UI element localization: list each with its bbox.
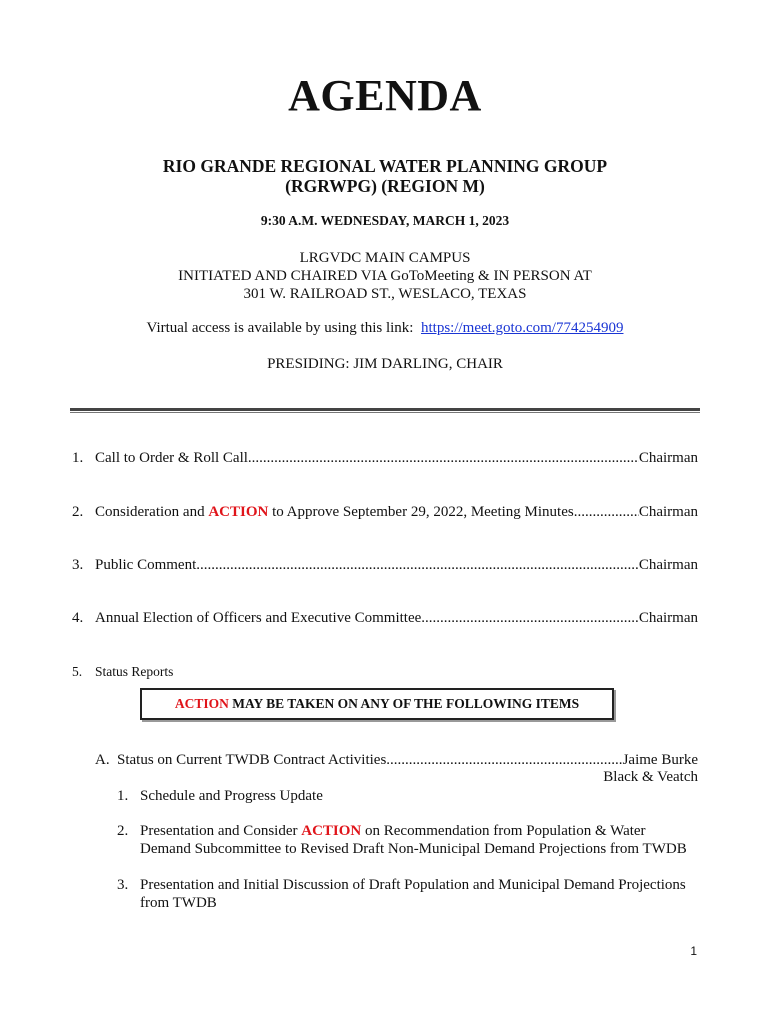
agenda-item-5 [72, 664, 173, 680]
divider-rule-thin [70, 412, 700, 413]
agenda-item-4 [72, 610, 698, 627]
leader-dots [196, 557, 639, 574]
item-number: 2. [72, 504, 84, 520]
status-reports-label: Status Reports [95, 664, 174, 679]
sub-item-presenter: Jaime Burke [622, 752, 698, 768]
organization-name [0, 156, 770, 196]
org-line-2: (RGRWPG) (REGION M) [285, 176, 485, 196]
sub-sub-item-2 [117, 822, 697, 858]
sub-sub-text-cont: on Recommendation from Population & Water [361, 823, 646, 839]
item-number: 1. [72, 450, 84, 466]
leader-dots [574, 504, 639, 521]
item-number: 4. [72, 610, 84, 626]
sub-sub-text: Presentation and Initial Discussion of Draft Population and Municipal Demand Projections [140, 877, 686, 893]
page-number: 1 [690, 944, 697, 958]
agenda-title: AGENDA [288, 71, 482, 120]
item-text: Consideration and [95, 504, 209, 520]
action-label: ACTION [301, 823, 362, 839]
leader-dots [248, 450, 639, 467]
divider-rule [70, 408, 700, 411]
agenda-item-1 [72, 450, 698, 467]
sub-sub-text-line2: Demand Subcommittee to Revised Draft Non-Municipal Demand Projections from TWDB [140, 841, 687, 857]
agenda-item-3 [72, 557, 698, 574]
item-text: Public Comment [95, 557, 197, 573]
sub-sub-item-1 [117, 787, 697, 805]
meeting-location [0, 249, 770, 303]
presiding-officer: PRESIDING: JIM DARLING, CHAIR [267, 356, 503, 372]
sub-sub-number: 2. [117, 823, 129, 839]
sub-sub-item-3 [117, 876, 697, 912]
sub-item-text: Status on Current TWDB Contract Activities [117, 752, 387, 768]
org-line-1: RIO GRANDE REGIONAL WATER PLANNING GROUP [162, 156, 608, 176]
leader-dots [386, 752, 622, 769]
sub-sub-text: Schedule and Progress Update [140, 788, 323, 804]
location-line-3: 301 W. RAILROAD ST., WESLACO, TEXAS [243, 286, 527, 302]
item-text: Call to Order & Roll Call [95, 450, 248, 466]
action-notice-text: MAY BE TAKEN ON ANY OF THE FOLLOWING ITEMS [228, 696, 580, 711]
item-presenter: Chairman [638, 504, 698, 520]
item-text: Annual Election of Officers and Executive Committee [95, 610, 422, 626]
sub-item-letter: A. [95, 752, 110, 768]
meeting-datetime: 9:30 A.M. WEDNESDAY, MARCH 1, 2023 [260, 213, 510, 228]
meeting-link[interactable]: https://meet.goto.com/774254909 [420, 320, 624, 336]
item-presenter: Chairman [638, 450, 698, 466]
sub-item-presenter-org: Black & Veatch [603, 769, 698, 785]
virtual-access [0, 320, 770, 337]
action-label: ACTION [208, 504, 269, 520]
item-number: 5. [72, 664, 83, 679]
sub-sub-number: 3. [117, 877, 129, 893]
action-label: ACTION [174, 696, 229, 711]
action-notice-box [140, 688, 614, 720]
sub-sub-text: Presentation and Consider [140, 823, 302, 839]
location-line-2: INITIATED AND CHAIRED VIA GoToMeeting & IN PERSON AT [178, 268, 592, 284]
sub-sub-number: 1. [117, 788, 129, 804]
item-number: 3. [72, 557, 84, 573]
virtual-access-text: Virtual access is available by using this link: [146, 320, 414, 336]
location-line-1: LRGVDC MAIN CAMPUS [299, 250, 471, 266]
item-presenter: Chairman [638, 557, 698, 573]
item-text-cont: to Approve September 29, 2022, Meeting Minutes [268, 504, 574, 520]
sub-item-a [95, 752, 698, 769]
agenda-item-2 [72, 504, 698, 521]
leader-dots [421, 610, 639, 627]
sub-sub-text-line2: from TWDB [140, 895, 217, 911]
item-presenter: Chairman [638, 610, 698, 626]
